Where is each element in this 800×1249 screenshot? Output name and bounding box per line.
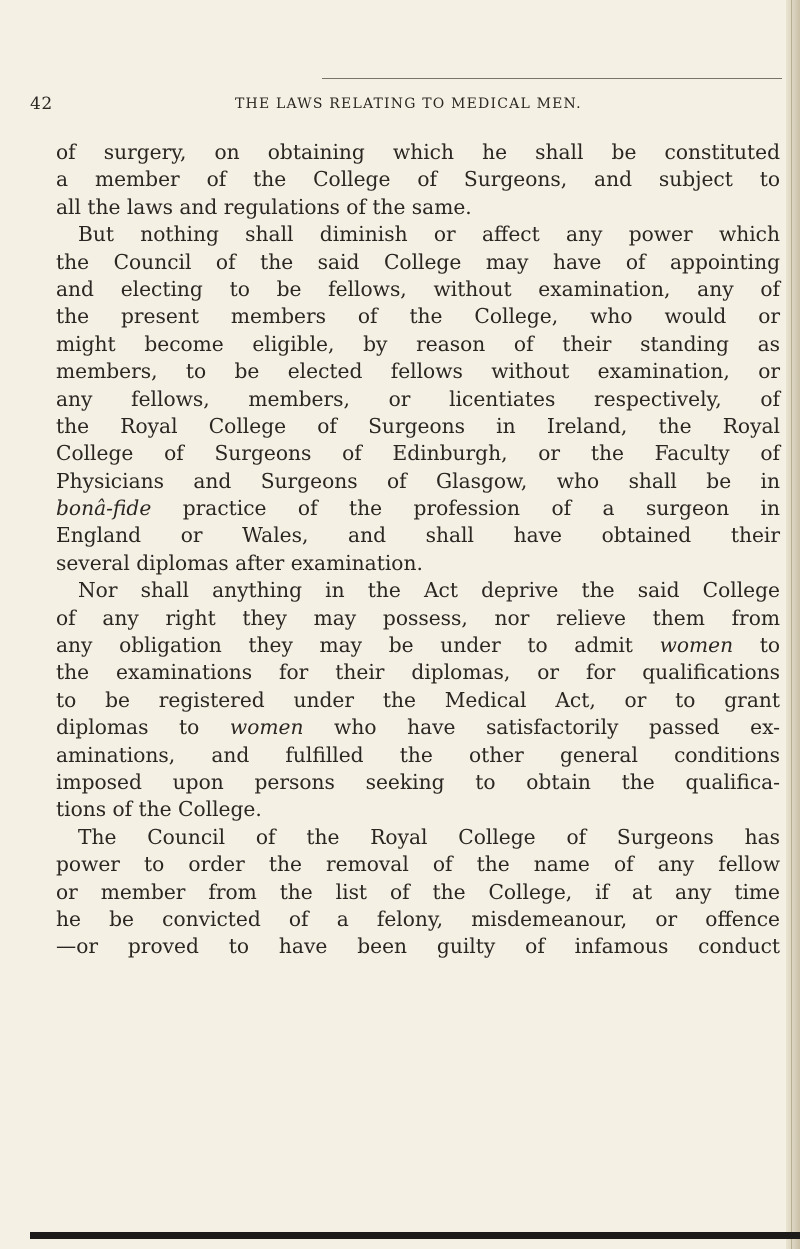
text-line: bonâ-fide practice of the profession of a surgeon in [56,496,780,521]
text-line: several diplomas after examination. [56,550,423,575]
italic-term: women [229,715,304,740]
text-line: College of Surgeons of Edinburgh, or the Faculty of [56,441,780,466]
paragraph-start-line: But nothing shall diminish or affect any power which [78,222,780,247]
header-rule [322,78,782,79]
text-line: any obligation they may be under to admit women to [56,633,780,658]
paragraph-start-line: Nor shall anything in the Act deprive the said College [78,578,780,603]
text-line: Physicians and Surgeons of Glasgow, who shall be in [56,468,780,493]
text-line: he be convicted of a felony, misdemeanour, or offence [56,906,780,931]
page-edge-line [791,0,792,1249]
text-line: imposed upon persons seeking to obtain the qualifica- [56,769,780,794]
text-line: power to order the removal of the name of any fellow [56,852,780,877]
text-line: aminations, and fulfilled the other general conditions [56,742,780,767]
page-number: 42 [30,94,53,114]
text-line: all the laws and regulations of the same. [56,194,472,219]
text-line: members, to be elected fellows without examination, or [56,359,780,384]
text-line: the present members of the College, who would or [56,304,780,329]
text-line: England or Wales, and shall have obtained their [56,523,780,548]
italic-term: women [659,633,734,658]
text-line: of surgery, on obtaining which he shall be constituted [56,140,780,164]
bottom-edge-band [30,1232,800,1239]
text-line: —or proved to have been guilty of infamous conduct [56,934,780,959]
text-line: might become eligible, by reason of their standing as [56,331,780,356]
text-line: and electing to be fellows, without examination, any of [56,276,780,301]
text-line: any fellows, members, or licentiates respectively, of [56,386,780,411]
text-line: or member from the list of the College, if at any time [56,879,780,904]
text-line: a member of the College of Surgeons, and subject to [56,167,780,192]
text-line: the Royal College of Surgeons in Ireland, the Royal [56,413,780,438]
page-header [30,94,730,120]
text-line: diplomas to women who have satisfactorily passed ex- [56,715,780,740]
running-head: THE LAWS RELATING TO MEDICAL MEN. [235,96,582,112]
text-line: tions of the College. [56,797,262,822]
text-line: the Council of the said College may have of appointing [56,249,780,274]
paragraph-start-line: The Council of the Royal College of Surgeons has [78,824,780,849]
text-line: of any right they may possess, nor relieve them from [56,605,780,630]
page-edge [786,0,800,1249]
text-line: the examinations for their diplomas, or for qualifications [56,660,780,685]
text-line: to be registered under the Medical Act, or to grant [56,687,780,712]
body-text [56,139,780,961]
italic-term: bonâ-fide [56,496,152,521]
